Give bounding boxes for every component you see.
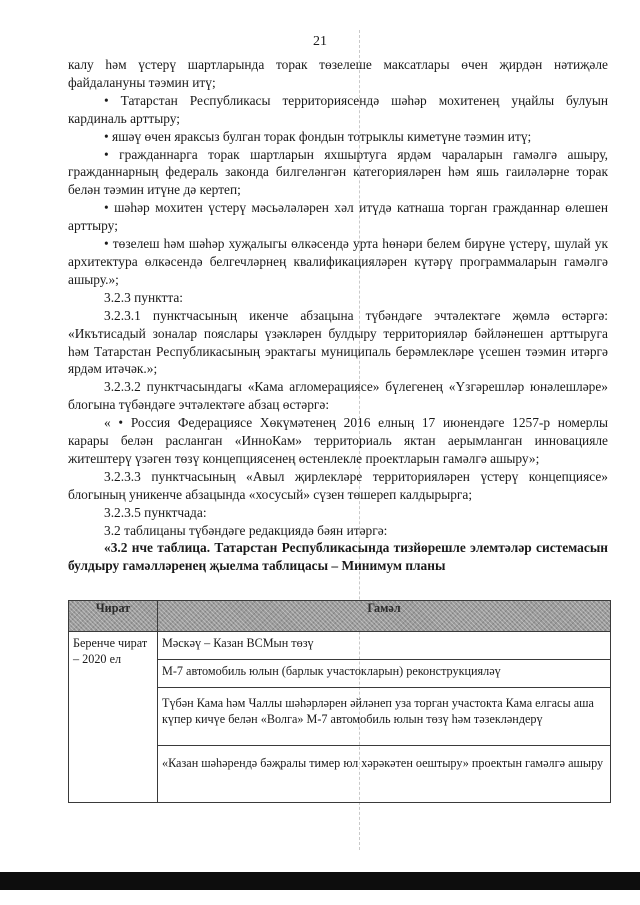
paragraph: 3.2.3.2 пунктчасындагы «Кама агломерациясе» бүлегенең «Үзгәрешләр юнәлешләре» блогына түбәндәге эчтәлектәге абзац өстәргә: <box>68 379 608 413</box>
bullet-paragraph: • төзелеш һәм шәһәр хуҗалыгы өлкәсендә урта һөнәри белем бирүне үстерү, шулай ук архитектура өлкәсендә белгечләрнең квалификацияләрен күтәрү программаларын гамәлгә ашыру.»; <box>68 236 608 287</box>
column-header-stage: Чират <box>69 601 158 632</box>
bullet-paragraph: • яшәү өчен яраксыз булган торак фондын тотрыклы киметүне тәэмин итү; <box>104 128 532 144</box>
paragraph: калу һәм үстерү шартларында торак төзелеше максатлары өчен җирдән нәтиҗәле файдалануны тәэмин итү; <box>68 57 608 90</box>
action-cell: «Казан шәһәрендә бәҗралы тимер юл хәрәкәтен оештыру» проектын гамәлгә ашыру <box>158 746 611 803</box>
bullet-paragraph: • шәһәр мохитен үстерү мәсьәләләрен хәл итүдә катнаша торган гражданнар өлешен арттыру; <box>68 200 608 234</box>
table-caption: «3.2 нче таблица. Татарстан Республикасында тизйөрешле элемтәләр системасын булдыру гамәлләренең җыелма таблицасы – Минимум планы <box>68 540 608 574</box>
page-number: 21 <box>313 34 327 49</box>
scan-bottom-margin <box>0 890 640 905</box>
scan-edge-bar <box>0 872 640 890</box>
paragraph: 3.2.3.5 пунктчада: <box>104 504 207 520</box>
body-text <box>68 56 608 575</box>
plan-table <box>68 600 611 803</box>
paragraph: 3.2 таблицаны түбәндәге редакциядә бәян итәргә: <box>104 522 388 538</box>
action-cell: М-7 автомобиль юлын (барлык участокларын) реконструкцияләү <box>158 660 611 688</box>
section-heading: 3.2.3 пунктта: <box>104 289 184 305</box>
paragraph: 3.2.3.1 пунктчасының икенче абзацына түбәндәге эчтәлектәге җөмлә өстәргә: «Икътисадый зоналар пояслары үзәкләрен булдыру территорияләр бәйләнешен арттыруга һәм Татарстан Республикасының эрактагы муниципаль берәмлекләре үсешен тәэмин итәргә ярдәм итәчәк.»; <box>68 307 608 377</box>
paragraph: « • Россия Федерациясе Хөкүмәтенең 2016 елның 17 июнендәге 1257-р номерлы карары белән расланган «ИнноКам» территориаль яктан аерымланган инновацияле житештерү үзәген төзү концепциясенең өстенлекле проектларын гамәлгә ашыру»; <box>68 415 608 466</box>
stage-cell: Беренче чират – 2020 ел <box>69 632 158 803</box>
paragraph: 3.2.3.3 пунктчасының «Авыл җирлекләре территорияләрен үстерү концепциясе» блогының уникенче абзацында «хосусый» сүзен төшереп калдырырга; <box>68 468 608 502</box>
bullet-paragraph: • Татарстан Республикасы территориясендә шәһәр мохитенең уңайлы булуын кардиналь арттыру; <box>68 92 608 126</box>
table-header-row <box>69 601 611 632</box>
table-row <box>69 632 611 660</box>
action-cell: Мәскәү – Казан ВСМын төзү <box>158 632 611 660</box>
bullet-paragraph: • гражданнарга торак шартларын яхшыртуга ярдәм чараларын гамәлгә ашыру, гражданнарның федераль законда билгеләнгән категорияләрен һәм яшь гаиләләрне торак белән тәэмин итүне дә кертеп; <box>68 146 608 198</box>
action-cell: Түбән Кама һәм Чаллы шәһәрләрен әйләнеп уза торган участокта Кама елгасы аша күпер кичүе белән «Волга» М-7 автомобиль юлын төзү һәм тәзекләндерү <box>158 688 611 746</box>
column-header-action: Гамәл <box>158 601 611 632</box>
